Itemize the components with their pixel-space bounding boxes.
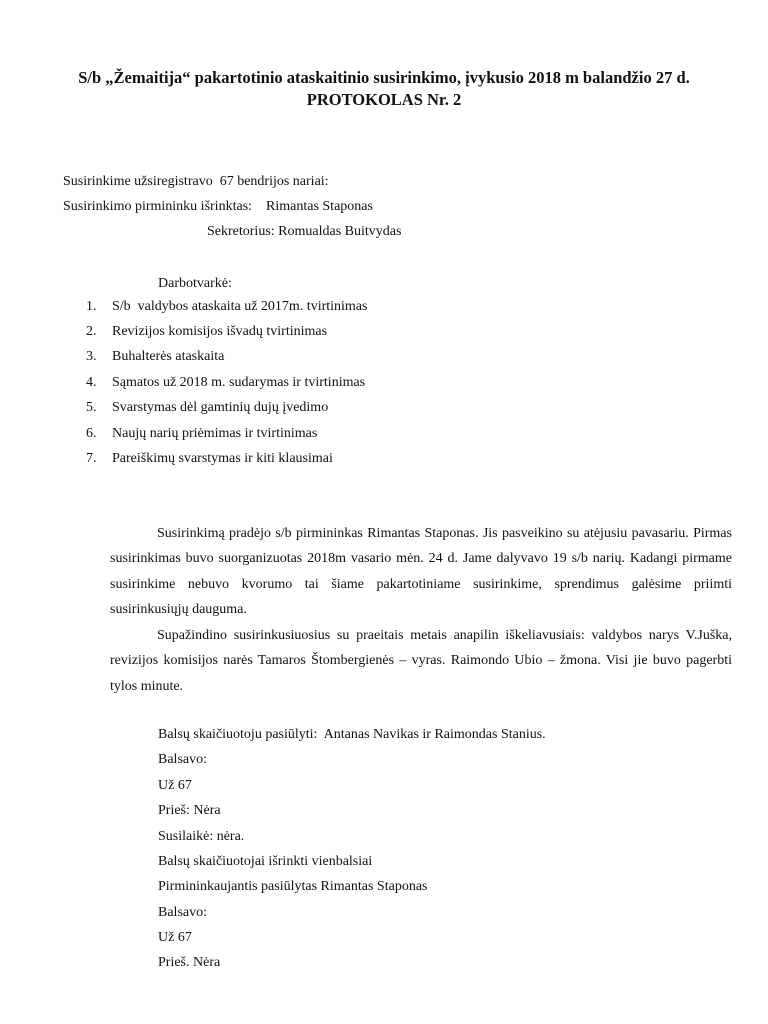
agenda-heading: Darbotvarkė: xyxy=(158,276,232,291)
agenda-item-text: Sąmatos už 2018 m. sudarymas ir tvirtinimas xyxy=(112,375,366,390)
vote-counters-elected: Balsų skaičiuotojai išrinkti vienbalsiai xyxy=(158,854,373,869)
agenda-item xyxy=(0,450,768,468)
agenda-item-text: Revizijos komisijos išvadų tvirtinimas xyxy=(112,324,328,339)
chairperson-proposed: Pirmininkaujantis pasiūlytas Rimantas Staponas xyxy=(158,879,428,894)
agenda-item xyxy=(0,298,768,316)
agenda-item xyxy=(0,348,768,366)
votes-abstained: Susilaikė: nėra. xyxy=(158,829,245,844)
agenda-item xyxy=(0,323,768,341)
agenda-item-number: 6. xyxy=(86,426,97,441)
vote-counters-proposed: Balsų skaičiuotoju pasiūlyti: Antanas Navikas ir Raimondas Stanius. xyxy=(158,727,546,742)
votes-for: Už 67 xyxy=(158,778,192,793)
chairman-line: Susirinkimo pirmininku išrinktas: Rimantas Staponas xyxy=(63,199,373,214)
agenda-item-text: Pareiškimų svarstymas ir kiti klausimai xyxy=(112,451,333,466)
agenda-item-text: S/b valdybos ataskaita už 2017m. tvirtinimas xyxy=(112,299,368,314)
voted-label: Balsavo: xyxy=(158,752,207,767)
agenda-item xyxy=(0,425,768,443)
secretary-line: Sekretorius: Romualdas Buitvydas xyxy=(207,224,402,239)
votes-against: Prieš. Nėra xyxy=(158,955,221,970)
agenda-item-number: 4. xyxy=(86,375,97,390)
agenda-item-number: 2. xyxy=(86,324,97,339)
opening-paragraph: Susirinkimą pradėjo s/b pirmininkas Rimantas Staponas. Jis pasveikino su atėjusiu pavasariu. Pirmas susirinkimas buvo suorganizuotas 2018m vasario mėn. 24 d. Jame dalyvavo 19 s/b narių. Kadangi pirmame susirinkime nebuvo kvorumo tai šiame pakartotiniame susirinkime, sprendimus galėsime priimti susirinkusiųjų dauguma. xyxy=(110,526,732,617)
agenda-item-number: 3. xyxy=(86,349,97,364)
voted-label: Balsavo: xyxy=(158,905,207,920)
agenda-item xyxy=(0,399,768,417)
agenda-item-text: Svarstymas dėl gamtinių dujų įvedimo xyxy=(112,400,329,415)
agenda-item-number: 5. xyxy=(86,400,97,415)
votes-for: Už 67 xyxy=(158,930,192,945)
registered-members-line: Susirinkime užsiregistravo 67 bendrijos nariai: xyxy=(63,174,329,189)
votes-against: Prieš: Nėra xyxy=(158,803,221,818)
document-title: S/b „Žemaitija“ pakartotinio ataskaitinio susirinkimo, įvykusio 2018 m balandžio 27 d. xyxy=(78,68,690,87)
agenda-item-number: 1. xyxy=(86,299,97,314)
agenda-item-number: 7. xyxy=(86,451,97,466)
agenda-item xyxy=(0,374,768,392)
memorial-paragraph: Supažindino susirinkusiuosius su praeitais metais anapilin iškeliavusiais: valdybos narys V.Juška, revizijos komisijos narės Tamaros Štombergienės – vyras. Raimondo Ubio – žmona. Visi jie buvo pagerbti tylos minute. xyxy=(110,628,732,694)
document-subtitle: PROTOKOLAS Nr. 2 xyxy=(306,90,462,109)
agenda-item-text: Buhalterės ataskaita xyxy=(112,349,225,364)
agenda-item-text: Naujų narių priėmimas ir tvirtinimas xyxy=(112,426,318,441)
